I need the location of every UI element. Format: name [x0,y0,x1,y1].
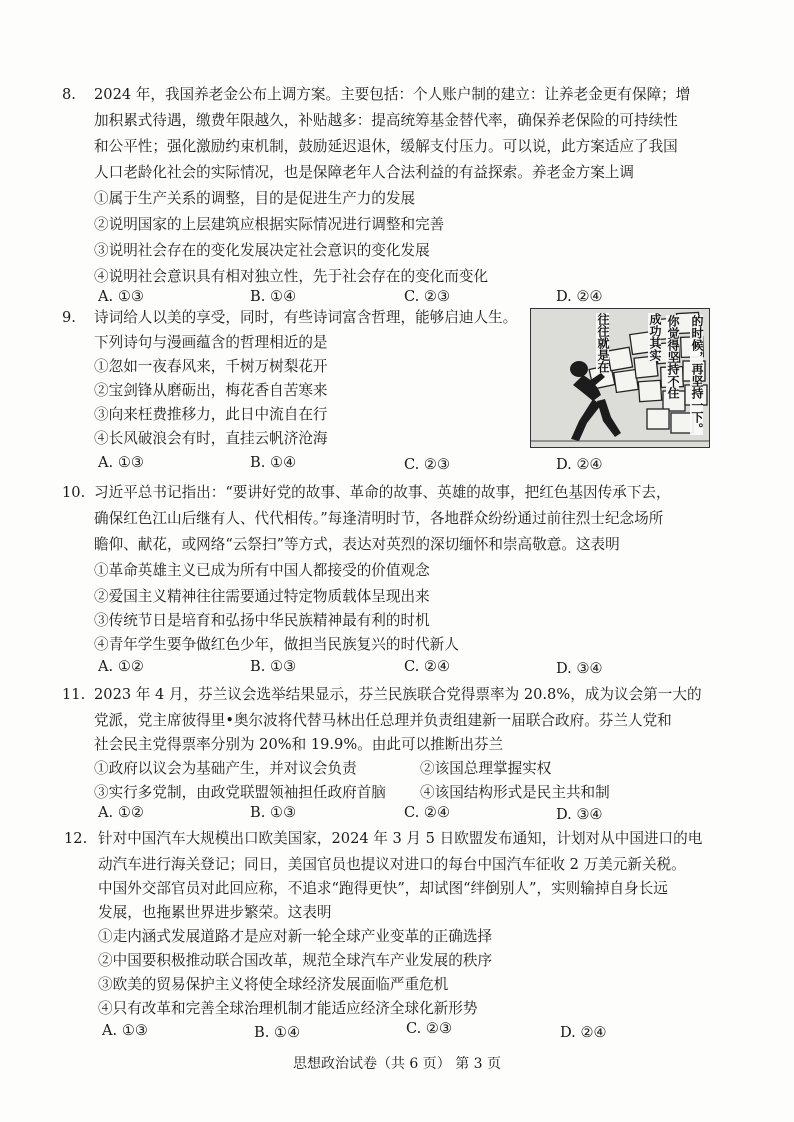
option-b[interactable]: B. ①④ [254,1024,301,1041]
cartoon-drawing [531,309,709,447]
option-b[interactable]: B. ①③ [250,658,297,675]
option-a[interactable]: A. ①③ [98,288,144,305]
question-stem-line: 动汽车进行海关登记；同日，美国官员也提议对进口的每台中国汽车征收 2 万美元新关税。 [98,856,686,873]
option-a[interactable]: A. ①② [98,804,144,821]
statement-item: ①走内涵式发展道路才是应对新一轮全球产业变革的正确选择 [98,928,493,945]
statement-item: ④说明社会意识具有相对独立性，先于社会存在的变化而变化 [94,268,489,285]
question-stem-line: 社会民主党得票率分别为 20%和 19.9%。由此可以推断出芬兰 [94,736,504,753]
question-stem-line: 确保红色江山后继有人、代代相传。”每逢清明时节，各地群众纷纷通过前往烈士纪念场所 [94,510,664,527]
statement-item: ①革命英雄主义已成为所有中国人都接受的价值观念 [94,562,430,579]
statement-item: ③欧美的贸易保护主义将使全球经济发展面临严重危机 [98,976,449,993]
statement-item: ④该国结构形式是民主共和制 [420,784,610,801]
option-c[interactable]: C. ②③ [404,288,451,305]
cartoon-caption: 的时候，再坚持一下。 [690,315,704,435]
question-stem-line: 加积累式待遇，缴费年限越久，补贴越多：提高统筹基金替代率，确保养老保险的可持续性 [94,112,678,129]
option-a[interactable]: A. ①② [98,658,144,675]
option-d[interactable]: D. ②④ [556,288,603,305]
option-c[interactable]: C. ②④ [404,658,451,675]
option-d[interactable]: D. ③④ [556,806,603,823]
question-stem-line: 针对中国汽车大规模出口欧美国家，2024 年 3 月 5 日欧盟发布通知，计划对从中国进口的电 [98,830,703,847]
statement-item: ③传统节日是培育和弘扬中华民族精神最有利的时机 [94,612,430,629]
question-number: 8. [62,86,76,103]
question-stem-line: 发展，也拖累世界进步繁荣。这表明 [98,904,332,921]
option-a[interactable]: A. ①③ [102,1022,148,1039]
option-d[interactable]: D. ③④ [556,660,603,677]
option-b[interactable]: B. ①③ [250,804,297,821]
statement-item: ②中国要积极推动联合国改革，规范全球汽车产业发展的秩序 [98,952,493,969]
statement-item: ③向来枉费推移力，此日中流自在行 [94,406,328,423]
question-number: 11. [62,686,86,703]
question-stem-line: 下列诗句与漫画蕴含的哲理相近的是 [94,334,328,351]
statement-item: ①政府以议会为基础产生，并对议会负责 [94,760,357,777]
cartoon-caption: 你觉得坚持不住 [666,315,680,399]
option-d[interactable]: D. ②④ [560,1024,607,1041]
question-stem-line: 中国外交部官员对此回应称，不追求“跑得更快”，却试图“绊倒别人”，实则输掉自身长远 [98,880,668,897]
statement-item: ①属于生产关系的调整，目的是促进生产力的发展 [94,190,416,207]
option-b[interactable]: B. ①④ [250,288,297,305]
option-c[interactable]: C. ②③ [406,1020,453,1037]
question-stem-line: 2023 年 4 月，芬兰议会选举结果显示，芬兰民族联合党得票率为 20.8%，成为议会第一大的 [94,686,702,703]
option-c[interactable]: C. ②④ [404,804,451,821]
option-c[interactable]: C. ②③ [404,456,451,473]
statement-item: ②爱国主义精神往往需要通过特定物质载体呈现出来 [94,588,430,605]
question-stem-line: 2024 年，我国养老金公布上调方案。主要包括：个人账户制的建立：让养老金更有保障；增 [94,86,691,103]
option-b[interactable]: B. ①④ [250,454,297,471]
cartoon-caption: 成功其实 [648,313,662,361]
statement-item: ②该国总理掌握实权 [420,760,552,777]
statement-item: ①忽如一夜春风来，千树万树梨花开 [94,358,328,375]
question-stem-line: 习近平总书记指出：“要讲好党的故事、革命的故事、英雄的故事，把红色基因传承下去， [94,484,671,501]
cartoon-caption: 往往就是在 [596,313,610,373]
statement-item: ③说明社会存在的变化发展决定社会意识的变化发展 [94,242,430,259]
question-number: 9. [62,309,76,326]
statement-item: ④青年学生要争做红色少年，做担当民族复兴的时代新人 [94,636,459,653]
question-stem-line: 党派，党主席彼得里•奥尔波将代替马林出任总理并负责组建新一届联合政府。芬兰人党和 [94,712,672,729]
question-stem-line: 瞻仰、献花，或网络“云祭扫”等方式，表达对英烈的深切缅怀和崇高敬意。这表明 [94,536,620,553]
statement-item: ②宝剑锋从磨砺出，梅花香自苦寒来 [94,382,328,399]
statement-item: ④长风破浪会有时，直挂云帆济沧海 [94,430,328,447]
statement-item: ②说明国家的上层建筑应根据实际情况进行调整和完善 [94,216,445,233]
statement-item: ③实行多党制，由政党联盟领袖担任政府首脑 [94,784,386,801]
option-a[interactable]: A. ①③ [98,454,144,471]
question-stem-line: 和公平性；强化激励约束机制，鼓励延迟退休，缓解支付压力。可以说，此方案适应了我国 [94,138,678,155]
question-number: 10. [62,484,86,501]
option-d[interactable]: D. ②④ [556,456,603,473]
cartoon-image [530,308,710,448]
question-stem-line: 人口老龄化社会的实际情况，也是保障老年人合法利益的有益探索。养老金方案上调 [94,164,634,181]
question-stem-line: 诗词给人以美的享受，同时，有些诗词富含哲理，能够启迪人生。 [94,309,518,326]
page-footer: 思想政治试卷（共 6 页） 第 3 页 [292,1056,502,1072]
question-number: 12. [64,830,88,847]
statement-item: ④只有改革和完善全球治理机制才能适应经济全球化新形势 [98,1000,478,1017]
